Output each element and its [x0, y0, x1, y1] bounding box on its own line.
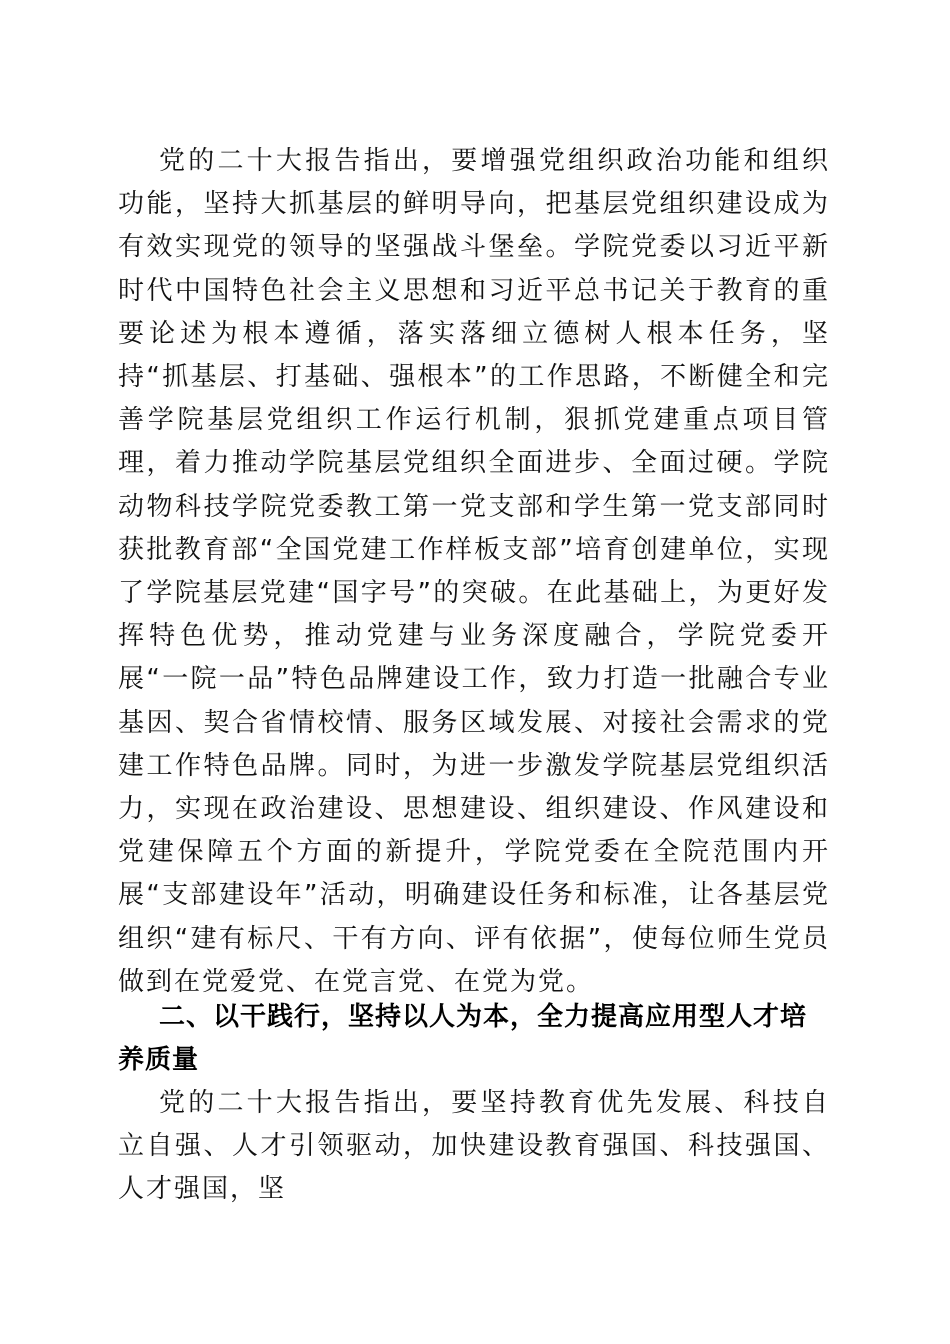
section-heading: 二、以干践行，坚持以人为本，全力提高应用型人才培养质量 — [118, 1002, 808, 1076]
body-paragraph-1: 党的二十大报告指出，要增强党组织政治功能和组织功能，坚持大抓基层的鲜明导向，把基层党组织建设成为有效实现党的领导的坚强战斗堡垒。学院党委以习近平新时代中国特色社会主义思想和习近平总书记关于教育的重要论述为根本遵循，落实落细立德树人根本任务，坚持“抓基层、打基础、强根本”的工作思路，不断健全和完善学院基层党组织工作运行机制，狠抓党建重点项目管理，着力推动学院基层党组织全面进步、全面过硬。学院动物科技学院党委教工第一党支部和学生第一党支部同时获批教育部“全国党建工作样板支部”培育创建单位，实现了学院基层党建“国字号”的突破。在此基础上，为更好发挥特色优势，推动党建与业务深度融合，学院党委开展“一院一品”特色品牌建设工作，致力打造一批融合专业基因、契合省情校情、服务区域发展、对接社会需求的党建工作特色品牌。同时，为进一步激发学院基层党组织活力，实现在政治建设、思想建设、组织建设、作风建设和党建保障五个方面的新提升，学院党委在全院范围内开展“支部建设年”活动，明确建设任务和标准，让各基层党组织“建有标尺、干有方向、评有依据”，使每位师生党员做到在党爱党、在党言党、在党为党。 — [118, 146, 830, 997]
body-paragraph-2: 党的二十大报告指出，要坚持教育优先发展、科技自立自强、人才引领驱动，加快建设教育强国、科技强国、人才强国，坚 — [118, 1088, 830, 1205]
